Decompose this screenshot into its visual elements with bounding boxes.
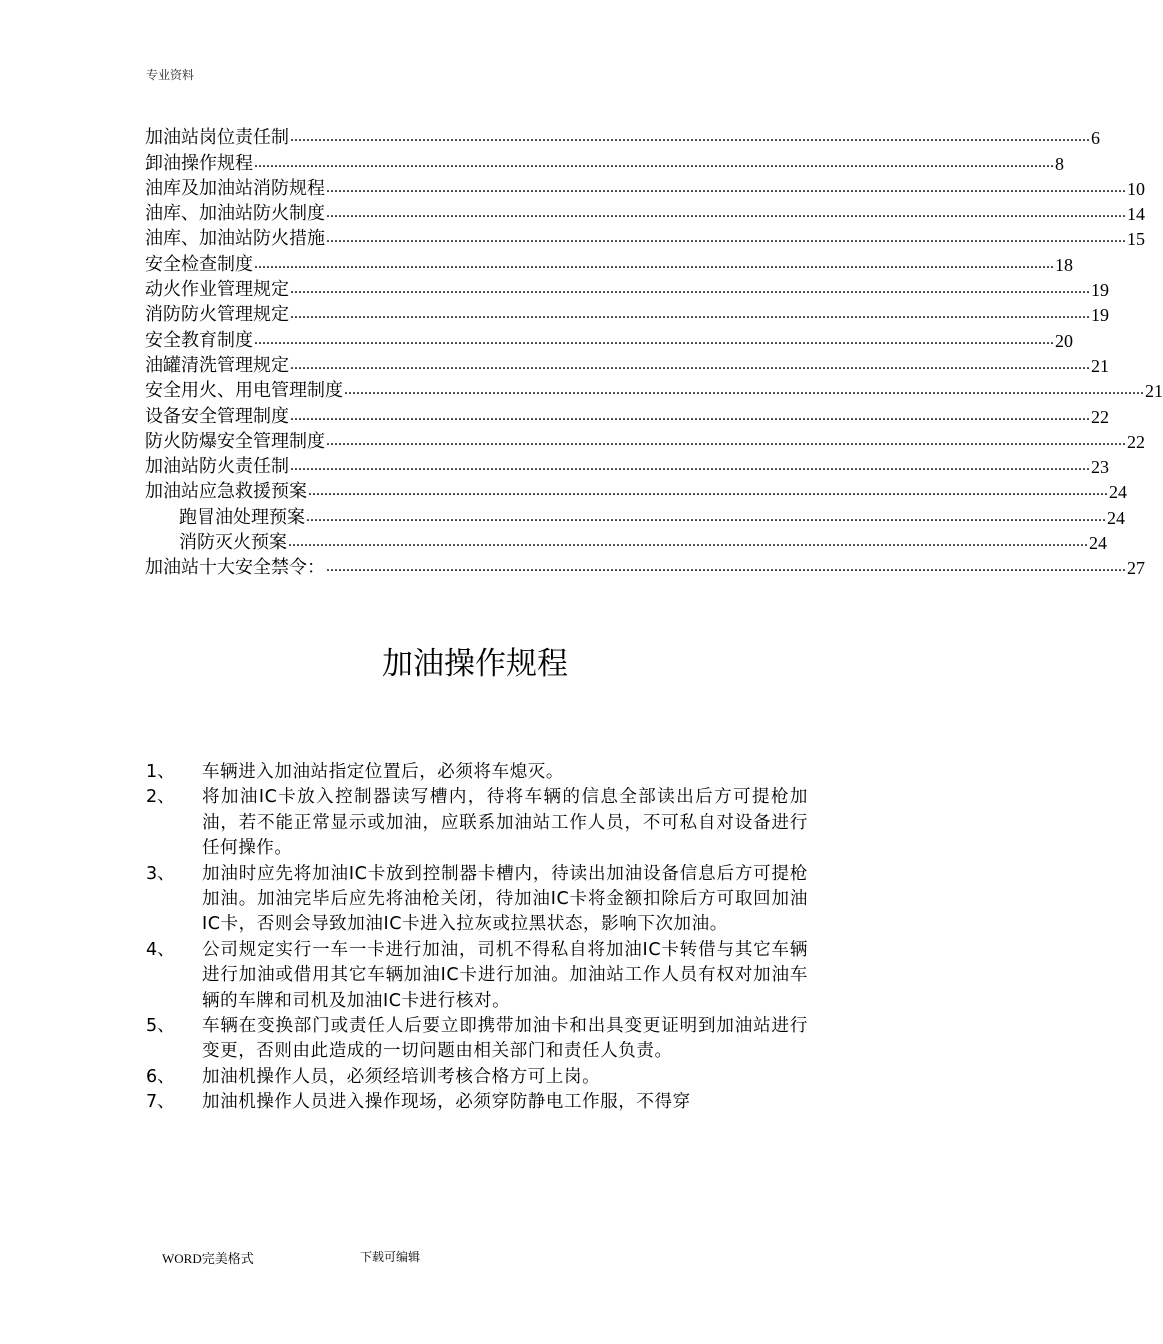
toc-item-page: 14 [1127, 204, 1145, 225]
toc-item-page: 18 [1055, 254, 1073, 275]
toc-subitem[interactable] [145, 529, 1107, 554]
list-item [146, 862, 808, 938]
footer-right-text: 下载可编辑 [360, 1250, 421, 1264]
toc-item[interactable] [145, 175, 1145, 200]
toc-item-title: 油库、加油站防火制度 [145, 203, 325, 225]
toc-item-title: 加油站十大安全禁令： [145, 557, 325, 579]
toc-item-title: 加油站防火责任制 [145, 456, 289, 478]
footer-left-text: WORD完美格式 [162, 1251, 254, 1266]
toc-item-page: 22 [1127, 431, 1145, 452]
toc-leader-dots: ........................................................................................................................................................................................................ [308, 482, 1108, 500]
toc-item-page: 15 [1127, 229, 1145, 250]
toc-item-page: 24 [1089, 533, 1107, 554]
toc-subitem[interactable] [145, 503, 1125, 528]
toc-leader-dots: ........................................................................................................................................................................................................ [326, 204, 1126, 222]
rule-text: 车辆在变换部门或责任人后要立即携带加油卡和出具变更证明到加油站进行变更，否则由此造成的一切问题由相关部门和责任人负责。 [202, 1016, 808, 1062]
toc-item-page: 21 [1145, 381, 1163, 402]
toc-item-title: 安全用火、用电管理制度 [145, 380, 343, 402]
toc-leader-dots: ........................................................................................................................................................................................................ [326, 431, 1126, 449]
toc-item-title: 加油站应急救援预案 [145, 481, 307, 503]
toc-item-title: 跑冒油处理预案 [179, 506, 305, 528]
toc-leader-dots: ........................................................................................................................................................................................................ [326, 229, 1126, 247]
rule-text: 加油机操作人员进入操作现场，必须穿防静电工作服，不得穿 [202, 1092, 691, 1113]
toc-item-page: 8 [1055, 153, 1064, 174]
toc-item-title: 安全教育制度 [145, 329, 253, 351]
toc-item[interactable] [145, 478, 1127, 503]
toc-item-title: 油罐清洗管理规定 [145, 354, 289, 376]
toc-item-page: 19 [1091, 280, 1109, 301]
toc-leader-dots: ........................................................................................................................................................................................................ [290, 280, 1090, 298]
toc-leader-dots: ........................................................................................................................................................................................................ [254, 254, 1054, 272]
toc-item-page: 27 [1127, 558, 1145, 579]
toc-leader-dots: ........................................................................................................................................................................................................ [290, 355, 1090, 373]
toc-item-title: 防火防爆安全管理制度 [145, 430, 325, 452]
toc-item[interactable] [145, 352, 1109, 377]
toc-item-title: 消防防火管理规定 [145, 304, 289, 326]
page-header: 专业资料 [146, 68, 195, 82]
toc-item[interactable] [145, 276, 1109, 301]
rule-number: 6、 [146, 1066, 175, 1087]
toc-item[interactable] [145, 326, 1073, 351]
toc-leader-dots: ........................................................................................................................................................................................................ [326, 558, 1126, 576]
list-item [146, 760, 808, 785]
table-of-contents [145, 124, 1163, 579]
toc-leader-dots: ........................................................................................................................................................................................................ [306, 507, 1106, 525]
toc-item[interactable] [145, 149, 1064, 174]
toc-item[interactable] [145, 402, 1109, 427]
toc-item[interactable] [145, 428, 1145, 453]
toc-leader-dots: ........................................................................................................................................................................................................ [326, 178, 1126, 196]
toc-item-title: 安全检查制度 [145, 253, 253, 275]
toc-item-title: 加油站岗位责任制 [145, 127, 289, 149]
rule-number: 1、 [146, 762, 175, 782]
rule-number: 5、 [146, 1016, 175, 1037]
toc-item[interactable] [145, 377, 1163, 402]
document-title: 加油操作规程 [382, 646, 568, 682]
toc-item-title: 油库、加油站防火措施 [145, 228, 325, 250]
toc-item-page: 22 [1091, 406, 1109, 427]
toc-item-page: 24 [1109, 482, 1127, 503]
toc-item-title: 设备安全管理制度 [145, 405, 289, 427]
toc-item-page: 19 [1091, 305, 1109, 326]
toc-leader-dots: ........................................................................................................................................................................................................ [254, 153, 1054, 171]
toc-item-title: 动火作业管理规定 [145, 279, 289, 301]
toc-leader-dots: ........................................................................................................................................................................................................ [290, 406, 1090, 424]
rule-number: 4、 [146, 939, 175, 960]
toc-item-title: 油库及加油站消防规程 [145, 177, 325, 199]
rule-text: 加油机操作人员，必须经培训考核合格方可上岗。 [202, 1066, 601, 1087]
toc-item[interactable] [145, 124, 1100, 149]
toc-item[interactable] [145, 200, 1145, 225]
rule-text: 车辆进入加油站指定位置后，必须将车熄灭。 [202, 762, 564, 782]
toc-leader-dots: ........................................................................................................................................................................................................ [344, 381, 1144, 399]
rule-number: 2、 [146, 787, 175, 808]
toc-leader-dots: ........................................................................................................................................................................................................ [290, 128, 1090, 146]
toc-item[interactable] [145, 250, 1073, 275]
toc-item-page: 21 [1091, 355, 1109, 376]
rule-text: 公司规定实行一车一卡进行加油，司机不得私自将加油IC卡转借与其它车辆进行加油或借用其它车辆加油IC卡进行加油。加油站工作人员有权对加油车辆的车牌和司机及加油IC卡进行核对。 [202, 939, 808, 1011]
rule-text: 加油时应先将加油IC卡放到控制器卡槽内，待读出加油设备信息后方可提枪加油。加油完毕后应先将油枪关闭，待加油IC卡将金额扣除后方可取回加油IC卡，否则会导致加油IC卡进入拉灰或拉黑状态，影响下次加油。 [202, 863, 808, 935]
toc-item-title: 卸油操作规程 [145, 152, 253, 174]
list-item [146, 785, 808, 861]
toc-leader-dots: ........................................................................................................................................................................................................ [254, 330, 1054, 348]
list-item [146, 1090, 808, 1115]
toc-item[interactable] [145, 225, 1145, 250]
list-item [146, 938, 808, 1014]
toc-item-title: 消防灭火预案 [179, 532, 287, 554]
toc-item-page: 10 [1127, 178, 1145, 199]
toc-item-page: 24 [1107, 507, 1125, 528]
toc-item[interactable] [145, 453, 1109, 478]
list-item [146, 1065, 808, 1090]
toc-item-page: 6 [1091, 128, 1100, 149]
rules-list [146, 760, 808, 1116]
rule-number: 3、 [146, 863, 175, 884]
toc-leader-dots: ........................................................................................................................................................................................................ [290, 305, 1090, 323]
toc-item[interactable] [145, 554, 1145, 579]
toc-item-page: 20 [1055, 330, 1073, 351]
list-item [146, 1014, 808, 1065]
toc-item-page: 23 [1091, 457, 1109, 478]
toc-item[interactable] [145, 301, 1109, 326]
rule-text: 将加油IC卡放入控制器读写槽内，待将车辆的信息全部读出后方可提枪加油，若不能正常显示或加油，应联系加油站工作人员，不可私自对设备进行任何操作。 [202, 787, 808, 859]
toc-leader-dots: ........................................................................................................................................................................................................ [288, 533, 1088, 551]
rule-number: 7、 [146, 1092, 175, 1113]
toc-leader-dots: ........................................................................................................................................................................................................ [290, 457, 1090, 475]
